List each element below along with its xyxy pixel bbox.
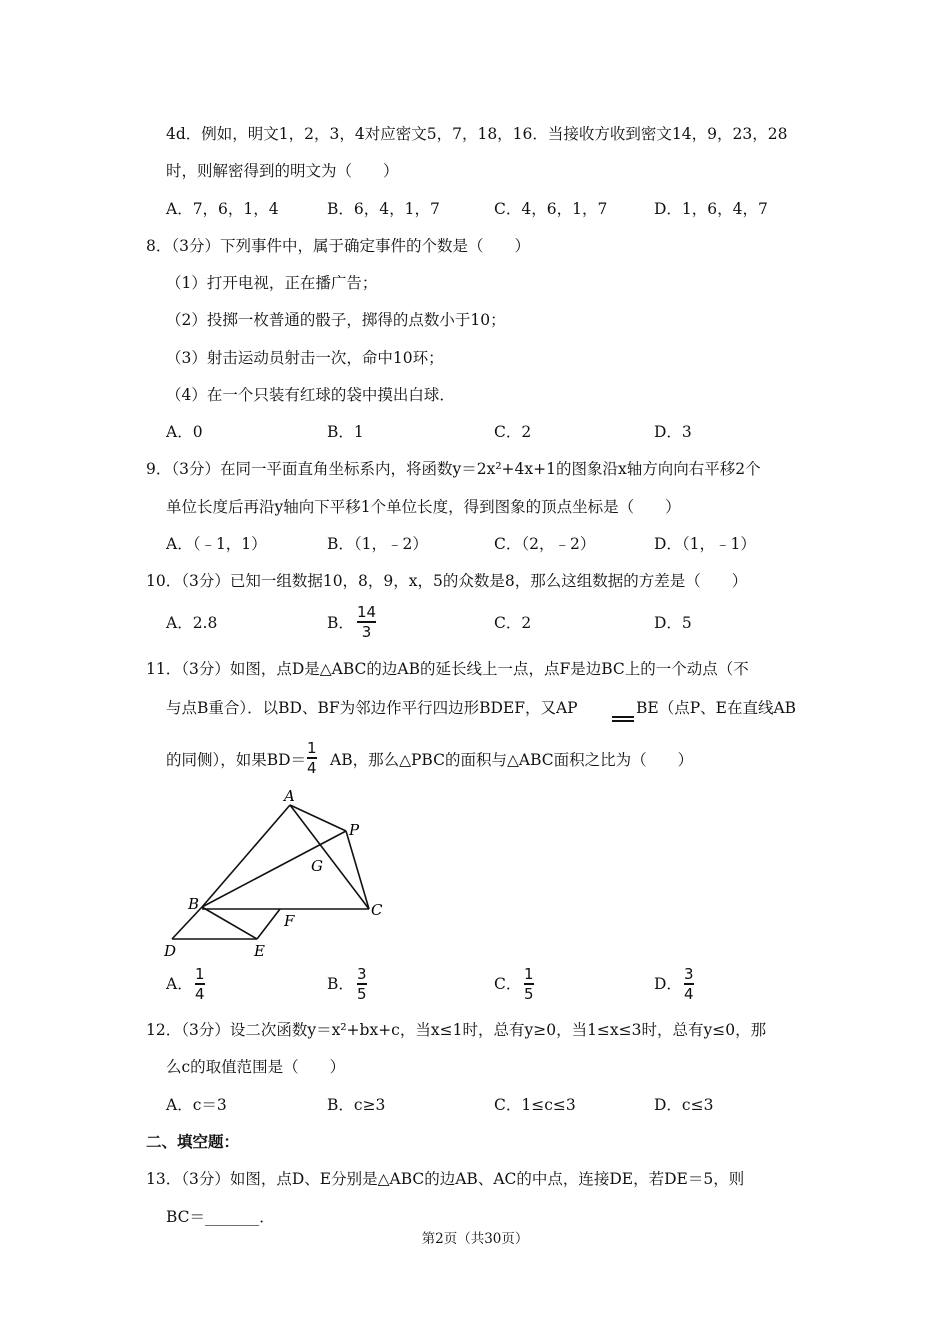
q9-line1: 9．（3分）在同一平面直角坐标系内，将函数y＝2x²+4x+1的图象沿x轴方向向右平移2个 bbox=[146, 460, 761, 478]
fraction-denominator: 5 bbox=[524, 984, 534, 1003]
segment-be bbox=[202, 907, 257, 939]
label-f: F bbox=[284, 912, 295, 930]
q8-option-c: C．2 bbox=[494, 423, 532, 441]
q11-option-b-fraction bbox=[357, 966, 367, 1002]
q7-option-a: A．7，6，1，4 bbox=[166, 200, 279, 218]
q7-option-c: C．4，6，1，7 bbox=[494, 200, 608, 218]
q8-option-b: B．1 bbox=[327, 423, 364, 441]
q11-option-b: B． bbox=[327, 975, 354, 993]
q7-option-b: B．6，4，1，7 bbox=[327, 200, 440, 218]
q8-item-1: （1）打开电视，正在播广告； bbox=[166, 274, 378, 292]
q11-option-a-fraction bbox=[195, 966, 205, 1002]
fraction-numerator: 3 bbox=[684, 965, 694, 983]
segment-ab bbox=[202, 805, 290, 907]
fraction-numerator: 1 bbox=[195, 965, 205, 983]
q10-option-a: A．2.8 bbox=[166, 614, 218, 632]
q8-option-d: D．3 bbox=[654, 423, 692, 441]
page-footer: 第2页（共30页） bbox=[421, 1231, 529, 1247]
segment-pc bbox=[346, 831, 369, 909]
fraction-denominator: 5 bbox=[357, 984, 367, 1003]
fraction-numerator: 14 bbox=[357, 603, 377, 621]
q10-option-c: C．2 bbox=[494, 614, 532, 632]
q12-line2: 么c的取值范围是（ ） bbox=[166, 1058, 346, 1076]
q7-option-d: D．1，6，4，7 bbox=[654, 200, 768, 218]
q12-option-d: D．c≤3 bbox=[654, 1096, 714, 1114]
fraction-numerator: 1 bbox=[307, 739, 317, 757]
q11-option-d: D． bbox=[654, 975, 682, 993]
q12-option-c: C．1≤c≤3 bbox=[494, 1096, 576, 1114]
fraction-numerator: 3 bbox=[357, 965, 367, 983]
parallel-equal-bar-top bbox=[612, 716, 634, 718]
label-g: G bbox=[311, 857, 323, 875]
q9-option-c: C．（2，﹣2） bbox=[494, 535, 596, 553]
q8-item-3: （3）射击运动员射击一次，命中10环； bbox=[166, 349, 444, 367]
q8-item-2: （2）投掷一枚普通的骰子，掷得的点数小于10； bbox=[166, 311, 506, 329]
q12-line1: 12．（3分）设二次函数y＝x²+bx+c，当x≤1时，总有y≥0，当1≤x≤3时，总有y≤0，那 bbox=[146, 1021, 767, 1039]
fraction-denominator: 4 bbox=[195, 984, 205, 1003]
label-d: D bbox=[164, 942, 177, 960]
label-a: A bbox=[284, 787, 295, 805]
q12-option-b: B．c≥3 bbox=[327, 1096, 386, 1114]
label-c: C bbox=[371, 901, 383, 919]
q11-bd-fraction bbox=[307, 740, 317, 776]
q8-item-4: （4）在一个只装有红球的袋中摸出白球． bbox=[166, 386, 455, 404]
q12-option-a: A．c＝3 bbox=[166, 1096, 227, 1114]
q10-option-b-fraction bbox=[357, 604, 376, 640]
q13-line1: 13．（3分）如图，点D、E分别是△ABC的边AB、AC的中点，连接DE，若DE＝5，则 bbox=[146, 1170, 745, 1188]
fraction-denominator: 4 bbox=[684, 984, 694, 1003]
q9-option-d: D．（1，﹣1） bbox=[654, 535, 756, 553]
q13-line2: BC＝_______． bbox=[166, 1208, 275, 1226]
q10-option-b: B． bbox=[327, 614, 354, 632]
q11-line1: 11．（3分）如图，点D是△ABC的边AB的延长线上一点，点F是边BC上的一个动点（不 bbox=[146, 660, 749, 678]
q7-line2: 时，则解密得到的明文为（ ） bbox=[166, 162, 399, 180]
q11-option-d-fraction bbox=[684, 966, 694, 1002]
label-p: P bbox=[349, 821, 360, 839]
q8-option-a: A．0 bbox=[166, 423, 203, 441]
q11-geometry-figure bbox=[160, 785, 400, 965]
parallel-equal-bar-bottom bbox=[612, 720, 634, 722]
fraction-numerator: 1 bbox=[524, 965, 534, 983]
segment-ef bbox=[257, 909, 280, 939]
q11-option-a: A． bbox=[166, 975, 193, 993]
q11-option-c: C． bbox=[494, 975, 522, 993]
fraction-denominator: 3 bbox=[361, 622, 372, 641]
q11-line3b: AB，那么△PBC的面积与△ABC面积之比为（ ） bbox=[330, 751, 694, 769]
q11-line3a: 的同侧），如果BD＝ bbox=[166, 751, 307, 769]
q10-option-d: D．5 bbox=[654, 614, 692, 632]
q9-option-b: B．（1，﹣2） bbox=[327, 535, 428, 553]
label-e: E bbox=[254, 942, 265, 960]
segment-bp bbox=[202, 831, 346, 907]
q11-option-c-fraction bbox=[524, 966, 534, 1002]
q9-line2: 单位长度后再沿y轴向下平移1个单位长度，得到图象的顶点坐标是（ ） bbox=[166, 498, 681, 516]
label-b: B bbox=[188, 895, 200, 913]
q9-option-a: A．（﹣1，1） bbox=[166, 535, 267, 553]
section-heading-fill-in: 二、填空题： bbox=[146, 1132, 240, 1151]
fraction-denominator: 4 bbox=[307, 758, 317, 777]
segment-ap bbox=[290, 805, 346, 831]
q11-line2b: BE（点P、E在直线AB bbox=[636, 699, 797, 717]
q10-stem: 10．（3分）已知一组数据10，8，9，x，5的众数是8，那么这组数据的方差是（ ） bbox=[146, 572, 748, 590]
q11-line2: 与点B重合）．以BD、BF为邻边作平行四边形BDEF，又AP bbox=[166, 699, 578, 717]
q8-stem: 8．（3分）下列事件中，属于确定事件的个数是（ ） bbox=[146, 237, 530, 255]
q7-line1: 4d．例如，明文1，2，3，4对应密文5，7，18，16．当接收方收到密文14，9，23，28 bbox=[166, 125, 788, 143]
